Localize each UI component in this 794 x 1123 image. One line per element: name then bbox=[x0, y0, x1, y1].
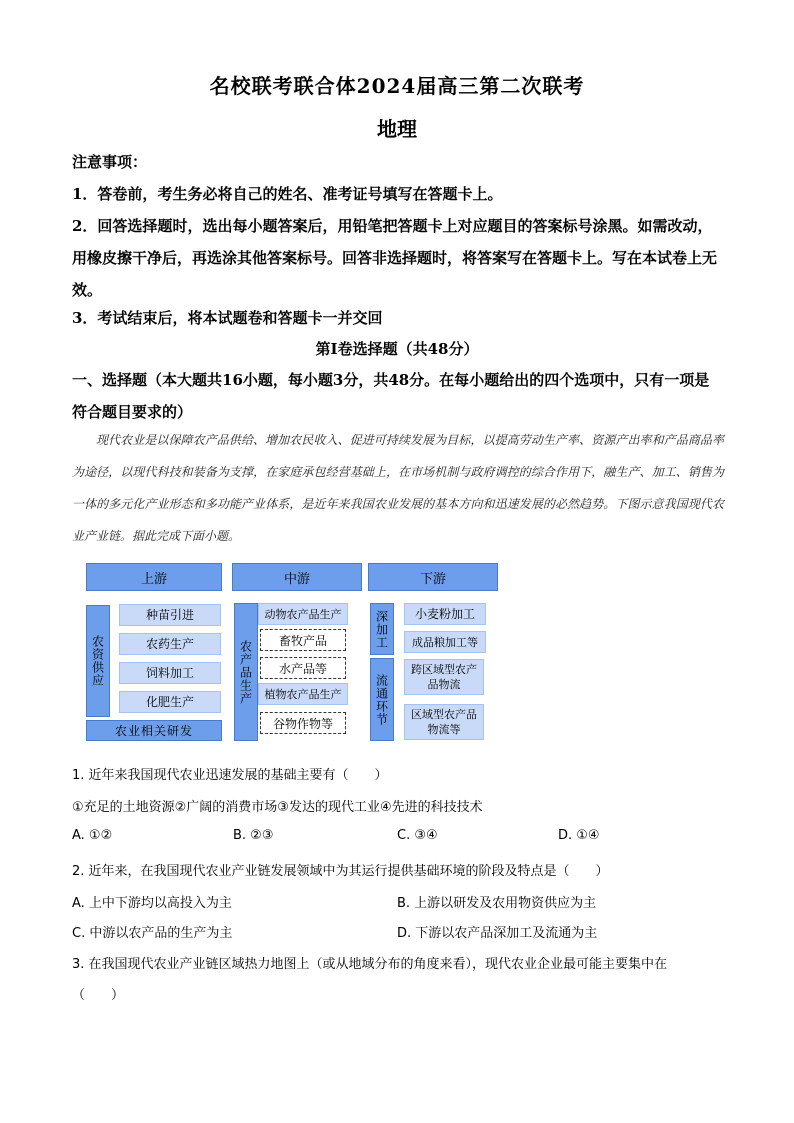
question-2-option-b: B. 上游以研发及农用物资供应为主 bbox=[397, 896, 597, 911]
question-1-stem: 1. 近年来我国现代农业迅速发展的基础主要有（ ） bbox=[72, 768, 388, 783]
down-item: 跨区域型农产品物流 bbox=[404, 659, 484, 695]
agriculture-chain-diagram bbox=[86, 563, 498, 743]
upstream-header: 上游 bbox=[86, 563, 222, 591]
notice-heading: 注意事项： bbox=[72, 153, 148, 171]
downstream-side-label-2: 流通环节 bbox=[370, 658, 394, 741]
down-item: 成品粮加工等 bbox=[404, 631, 486, 653]
upstream-item: 化肥生产 bbox=[119, 691, 221, 713]
question-2-option-a: A. 上中下游均以高投入为主 bbox=[72, 896, 232, 911]
notice-item-3: 3．考试结束后，将本试题卷和答题卡一并交回 bbox=[72, 309, 383, 327]
subject-title: 地理 bbox=[377, 117, 417, 141]
question-1-option-c: C. ③④ bbox=[397, 828, 438, 843]
upstream-item: 饲料加工 bbox=[119, 662, 221, 684]
question-1-statements: ①充足的土地资源②广阔的消费市场③发达的现代工业④先进的科技技术 bbox=[72, 800, 483, 815]
upstream-side-label: 农资供应 bbox=[86, 605, 110, 717]
question-1-option-d: D. ①④ bbox=[558, 828, 600, 843]
notice-item-2: 2．回答选择题时，选出每小题答案后，用铅笔把答题卡上对应题目的答案标号涂黑。如需改动，用橡皮擦干净后，再选涂其他答案标号。回答非选择题时，将答案写在答题卡上。写在本试卷上无效。 bbox=[72, 217, 718, 299]
section-title: 第Ⅰ卷选择题（共48分） bbox=[315, 340, 479, 358]
down-item: 区域型农产品物流等 bbox=[404, 704, 484, 740]
exam-title: 名校联考联合体2024届高三第二次联考 bbox=[209, 74, 585, 98]
mid-item: 谷物作物等 bbox=[260, 712, 346, 734]
downstream-side-label-1: 深加工 bbox=[370, 603, 394, 655]
downstream-header: 下游 bbox=[368, 563, 498, 591]
mid-item: 植物农产品生产 bbox=[258, 683, 348, 705]
mid-item: 畜牧产品 bbox=[260, 629, 346, 651]
mid-item: 动物农产品生产 bbox=[258, 603, 348, 625]
down-item: 小麦粉加工 bbox=[404, 603, 486, 625]
question-3-answer-blank: （ ） bbox=[72, 988, 125, 1003]
upstream-item: 种苗引进 bbox=[119, 604, 221, 626]
midstream-header: 中游 bbox=[232, 563, 362, 591]
question-2-option-c: C. 中游以农产品的生产为主 bbox=[72, 926, 233, 941]
section-instruction: 一、选择题（本大题共16小题，每小题3分，共48分。在每小题给出的四个选项中，只有一项是符合题目要求的） bbox=[72, 371, 710, 421]
upstream-item: 农药生产 bbox=[119, 633, 221, 655]
question-3-stem: 3. 在我国现代农业产业链区域热力地图上（或从地域分布的角度来看），现代农业企业最可能主要集中在 bbox=[72, 957, 668, 972]
question-1-option-b: B. ②③ bbox=[233, 828, 274, 843]
question-2-option-d: D. 下游以农产品深加工及流通为主 bbox=[397, 926, 598, 941]
question-1-option-a: A. ①② bbox=[72, 828, 113, 843]
notice-item-1: 1．答卷前，考生务必将自己的姓名、准考证号填写在答题卡上。 bbox=[72, 185, 503, 203]
question-2-stem: 2. 近年来，在我国现代农业产业链发展领域中为其运行提供基础环境的阶段及特点是（ ） bbox=[72, 864, 609, 879]
midstream-side-label: 农产品生产 bbox=[234, 603, 258, 741]
reading-passage: 现代农业是以保障农产品供给、增加农民收入、促进可持续发展为目标，以提高劳动生产率、资源产出率和产品商品率为途径，以现代科技和装备为支撑，在家庭承包经营基础上，在市场机制与政府调控的综合作用下，融生产、加工、销售为一体的多元化产业形态和多功能产业体系，是近年来我国农业发展的基本方向和迅速发展的必然趋势。下图示意我国现代农业产业链。据此完成下面小题。 bbox=[72, 433, 724, 543]
mid-item: 水产品等 bbox=[260, 657, 346, 679]
upstream-footer: 农业相关研发 bbox=[86, 720, 222, 741]
